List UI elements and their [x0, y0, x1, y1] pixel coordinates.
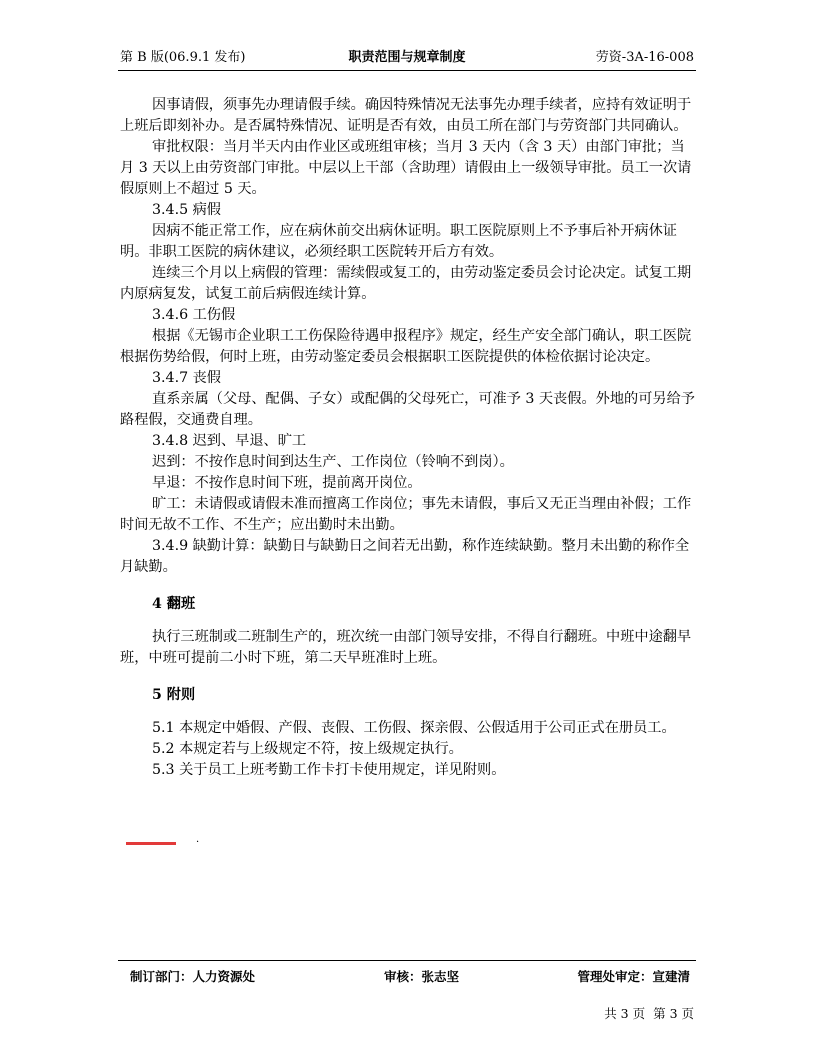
paragraph: 直系亲属（父母、配偶、子女）或配偶的父母死亡，可准予 3 天丧假。外地的可另给予路程假，交通费自理。	[120, 391, 695, 428]
paragraph: 早退：不按作息时间下班，提前离开岗位。	[152, 475, 422, 491]
page-header	[120, 48, 694, 68]
header-rule	[118, 70, 696, 71]
paragraph: 连续三个月以上病假的管理：需续假或复工的，由劳动鉴定委员会讨论决定。试复工期内原病复发，试复工前后病假连续计算。	[120, 265, 692, 302]
paragraph: 因病不能正常工作，应在病休前交出病休证明。职工医院原则上不予事后补开病休证明。非职工医院的病休建议，必须经职工医院转开后方有效。	[120, 223, 677, 260]
paragraph: 5.2 本规定若与上级规定不符，按上级规定执行。	[152, 741, 463, 757]
document-body	[120, 95, 698, 781]
section-title: 3.4.6 工伤假	[152, 307, 236, 323]
paragraph: 5.1 本规定中婚假、产假、丧假、工伤假、探亲假、公假适用于公司正式在册员工。	[152, 720, 676, 736]
paragraph: 根据《无锡市企业职工工伤保险待遇申报程序》规定，经生产安全部门确认，职工医院根据伤势给假，何时上班，由劳动鉴定委员会根据职工医院提供的体检依据讨论决定。	[120, 328, 692, 365]
document-title: 职责范围与规章制度	[348, 50, 466, 65]
page-footer	[130, 967, 694, 987]
approver: 管理处审定：宣建清	[577, 969, 690, 984]
total-pages: 共 3 页	[604, 1006, 646, 1021]
section-title: 3.4.7 丧假	[152, 370, 221, 386]
drafting-department: 制订部门：人力资源处	[130, 969, 256, 984]
paragraph: 审批权限：当月半天内由作业区或班组审核；当月 3 天内（含 3 天）由部门审批；当月 3 天以上由劳资部门审批。中层以上干部（含助理）请假由上一级领导审批。员工一次请假原则上不超过 5 天。	[120, 139, 692, 197]
paragraph: 执行三班制或二班制生产的，班次统一由部门领导安排，不得自行翻班。中班中途翻早班，中班可提前二小时下班，第二天早班准时上班。	[120, 629, 692, 666]
edition-label: 第 B 版(06.9.1 发布)	[120, 50, 246, 65]
paragraph: 旷工：未请假或请假未准而擅离工作岗位；事先未请假，事后又无正当理由补假；工作时间无故不工作、不生产；应出勤时未出勤。	[120, 496, 692, 533]
chapter-heading: 4 翻班	[152, 596, 196, 612]
dot-mark: ·	[196, 837, 200, 848]
chapter-heading: 5 附则	[152, 687, 196, 703]
paragraph: 5.3 关于员工上班考勤工作卡打卡使用规定，详见附则。	[152, 762, 506, 778]
paragraph: 迟到：不按作息时间到达生产、工作岗位（铃响不到岗）。	[152, 454, 514, 470]
reviewer: 审核：张志坚	[384, 969, 460, 984]
document-code: 劳资-3A-16-008	[595, 50, 694, 65]
paragraph: 3.4.9 缺勤计算：缺勤日与缺勤日之间若无出勤，称作连续缺勤。整月未出勤的称作全月缺勤。	[120, 538, 690, 575]
section-title: 3.4.8 迟到、早退、旷工	[152, 433, 307, 449]
section-title: 3.4.5 病假	[152, 202, 221, 218]
footer-rule	[118, 960, 696, 961]
paragraph: 因事请假，须事先办理请假手续。确因特殊情况无法事先办理手续者，应持有效证明于上班后即刻补办。是否属特殊情况、证明是否有效，由员工所在部门与劳资部门共同确认。	[120, 97, 692, 134]
page-number	[604, 1004, 694, 1024]
red-margin-mark	[126, 842, 176, 845]
current-page: 第 3 页	[653, 1006, 694, 1021]
